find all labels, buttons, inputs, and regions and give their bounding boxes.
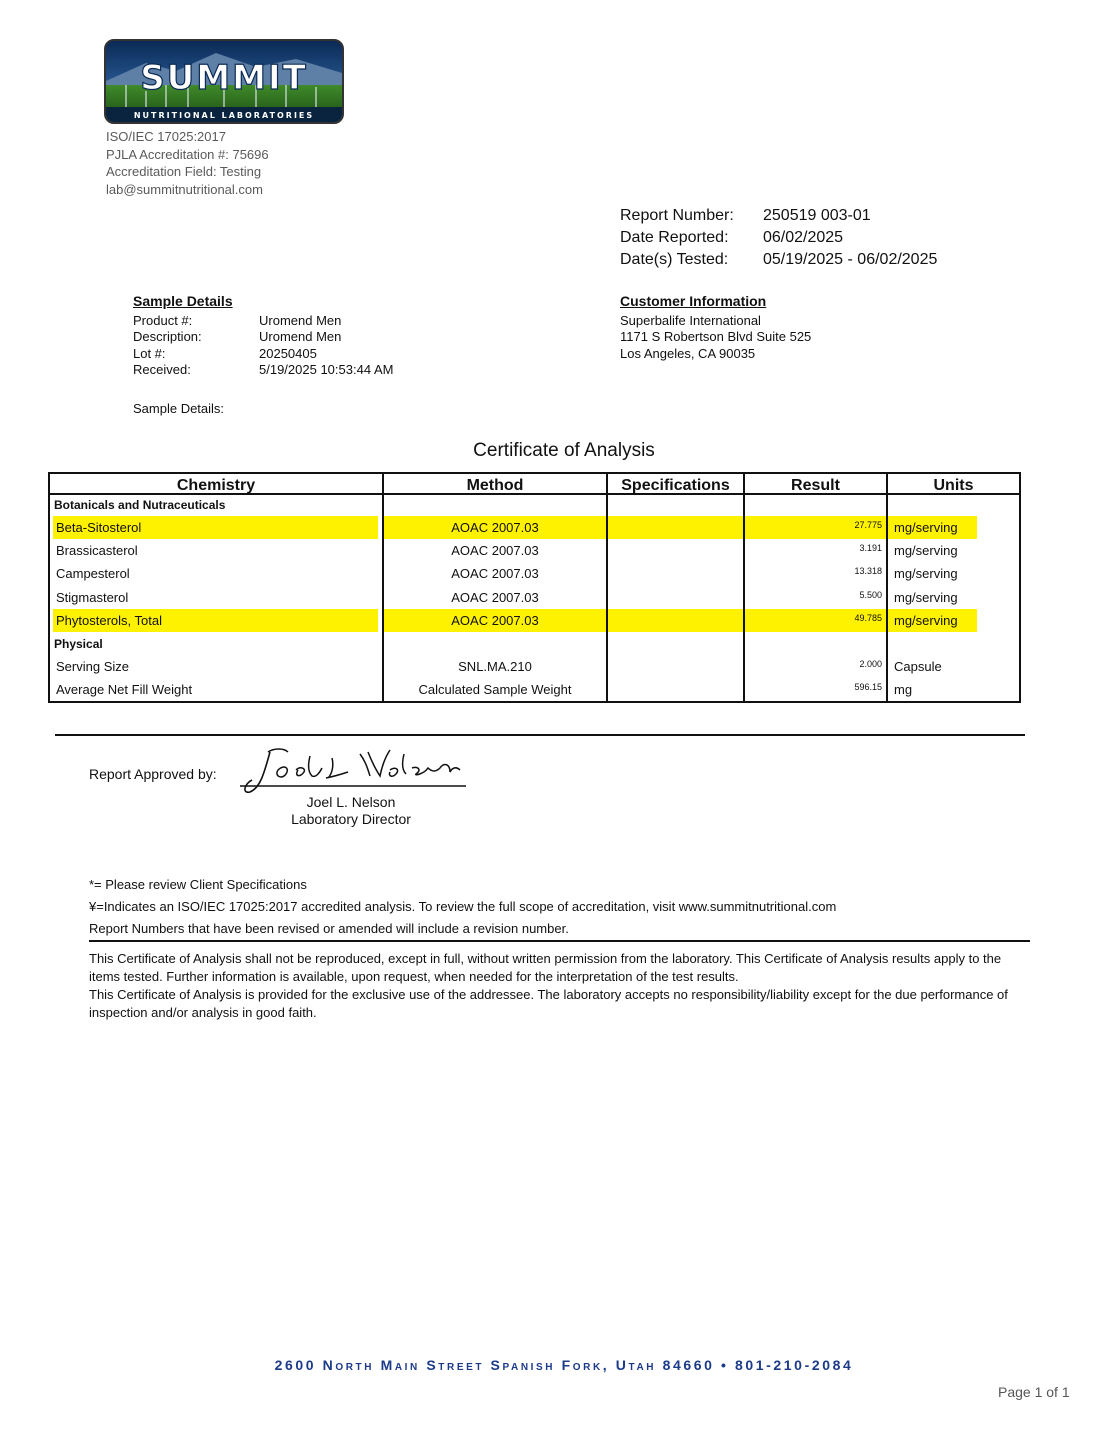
field-line: Accreditation Field: Testing — [106, 164, 262, 179]
disclaimer-p2: This Certificate of Analysis is provided for the exclusive use of the addressee. The laboratory accepts no responsibility/liability except for the due performance of inspection and/or analysis in good faith. — [89, 987, 1008, 1020]
row-units: mg/serving — [894, 566, 958, 581]
notes — [89, 874, 836, 940]
iso-line: ISO/IEC 17025:2017 — [106, 129, 226, 144]
sample-details-note: Sample Details: — [133, 401, 225, 416]
note-iso: ¥=Indicates an ISO/IEC 17025:2017 accredited analysis. To review the full scope of accreditation, visit www.summitnutritional.com — [89, 899, 837, 914]
row-method: AOAC 2007.03 — [451, 566, 539, 581]
row-units: mg — [894, 682, 913, 697]
note-revisions: Report Numbers that have been revised or amended will include a revision number. — [89, 921, 569, 936]
header-method: Method — [466, 477, 524, 494]
report-number: 250519 003-01 — [763, 207, 871, 224]
row-chemistry: Stigmasterol — [56, 590, 129, 605]
results-table — [48, 472, 1021, 703]
report-number-label: Report Number: — [620, 207, 734, 224]
footer-address: 2600 North Main Street Spanish Fork, Utah 84660 • 801-210-2084 — [274, 1357, 854, 1373]
date-reported-label: Date Reported: — [620, 229, 729, 246]
row-units: mg/serving — [894, 520, 958, 535]
header-units: Units — [933, 477, 974, 494]
row-result: 596.15 — [854, 682, 882, 692]
col-divider — [606, 472, 608, 703]
logo-tagline: NUTRITIONAL LABORATORIES — [133, 111, 315, 120]
row-result: 27.775 — [854, 520, 882, 530]
row-method: AOAC 2007.03 — [451, 543, 539, 558]
date-tested: 05/19/2025 - 06/02/2025 — [763, 251, 938, 268]
row-units: mg/serving — [894, 613, 958, 628]
row-result: 13.318 — [854, 566, 882, 576]
product-value: Uromend Men — [259, 313, 342, 328]
coa-title: Certificate of Analysis — [473, 440, 655, 461]
logo-wordmark: SUMMIT — [140, 58, 308, 98]
disclaimer — [89, 950, 1014, 1022]
approver — [240, 794, 462, 828]
page-number: Page 1 of 1 — [998, 1384, 1070, 1400]
row-method: AOAC 2007.03 — [451, 613, 539, 628]
note-client-specs: *= Please review Client Specifications — [89, 877, 307, 892]
row-chemistry: Brassicasterol — [56, 543, 138, 558]
report-block — [620, 205, 937, 271]
approver-title: Laboratory Director — [291, 811, 411, 827]
row-method: Calculated Sample Weight — [418, 682, 572, 697]
sample-details — [133, 293, 393, 378]
header-result: Result — [791, 477, 840, 494]
header-specifications: Specifications — [621, 477, 730, 494]
date-tested-label: Date(s) Tested: — [620, 251, 729, 268]
row-chemistry: Phytosterols, Total — [56, 613, 162, 628]
pjla-line: PJLA Accreditation #: 75696 — [106, 146, 269, 162]
description-value: Uromend Men — [259, 329, 342, 345]
received-value: 5/19/2025 10:53:44 AM — [259, 361, 394, 377]
row-method: AOAC 2007.03 — [451, 590, 539, 605]
row-units: Capsule — [894, 659, 942, 674]
col-divider — [886, 472, 888, 703]
row-chemistry: Average Net Fill Weight — [56, 682, 193, 697]
row-method: SNL.MA.210 — [458, 659, 532, 674]
received-label: Received: — [133, 361, 191, 377]
approver-name: Joel L. Nelson — [306, 794, 396, 810]
customer-info-title: Customer Information — [620, 293, 767, 309]
row-result: 49.785 — [854, 613, 882, 623]
row-result: 3.191 — [859, 543, 882, 553]
lab-logo — [104, 39, 344, 124]
divider-rule — [89, 940, 1030, 942]
product-label: Product #: — [133, 313, 193, 328]
row-units: mg/serving — [894, 590, 958, 605]
header-chemistry: Chemistry — [176, 477, 256, 494]
row-chemistry: Beta-Sitosterol — [56, 520, 142, 535]
disclaimer-p1: This Certificate of Analysis shall not be reproduced, except in full, without written permission from the laboratory. This Certificate of Analysis results apply to the items tested. Further information is available, upon request, when needed for the interpretation of the test results. — [89, 951, 1002, 984]
customer-name: Superbalife International — [620, 313, 761, 328]
lab-info — [106, 128, 269, 198]
approved-by-label: Report Approved by: — [89, 766, 217, 782]
row-method: AOAC 2007.03 — [451, 520, 539, 535]
col-divider — [743, 472, 745, 703]
date-reported: 06/02/2025 — [763, 229, 844, 246]
row-chemistry: Serving Size — [56, 659, 129, 674]
row-result: 2.000 — [859, 659, 882, 669]
customer-address1: 1171 S Robertson Blvd Suite 525 — [620, 329, 812, 345]
row-result: 5.500 — [859, 590, 882, 600]
description-label: Description: — [133, 329, 202, 345]
sample-details-title: Sample Details — [133, 293, 233, 309]
customer-address2: Los Angeles, CA 90035 — [620, 345, 756, 361]
lot-label: Lot #: — [133, 345, 166, 361]
email-line: lab@summitnutritional.com — [106, 181, 263, 197]
customer-info — [620, 293, 811, 362]
row-chemistry: Campesterol — [56, 566, 130, 581]
lot-value: 20250405 — [259, 345, 317, 361]
group-physical: Physical — [54, 637, 103, 651]
row-units: mg/serving — [894, 543, 958, 558]
group-botanicals: Botanicals and Nutraceuticals — [54, 498, 226, 512]
divider-rule — [55, 734, 1025, 736]
